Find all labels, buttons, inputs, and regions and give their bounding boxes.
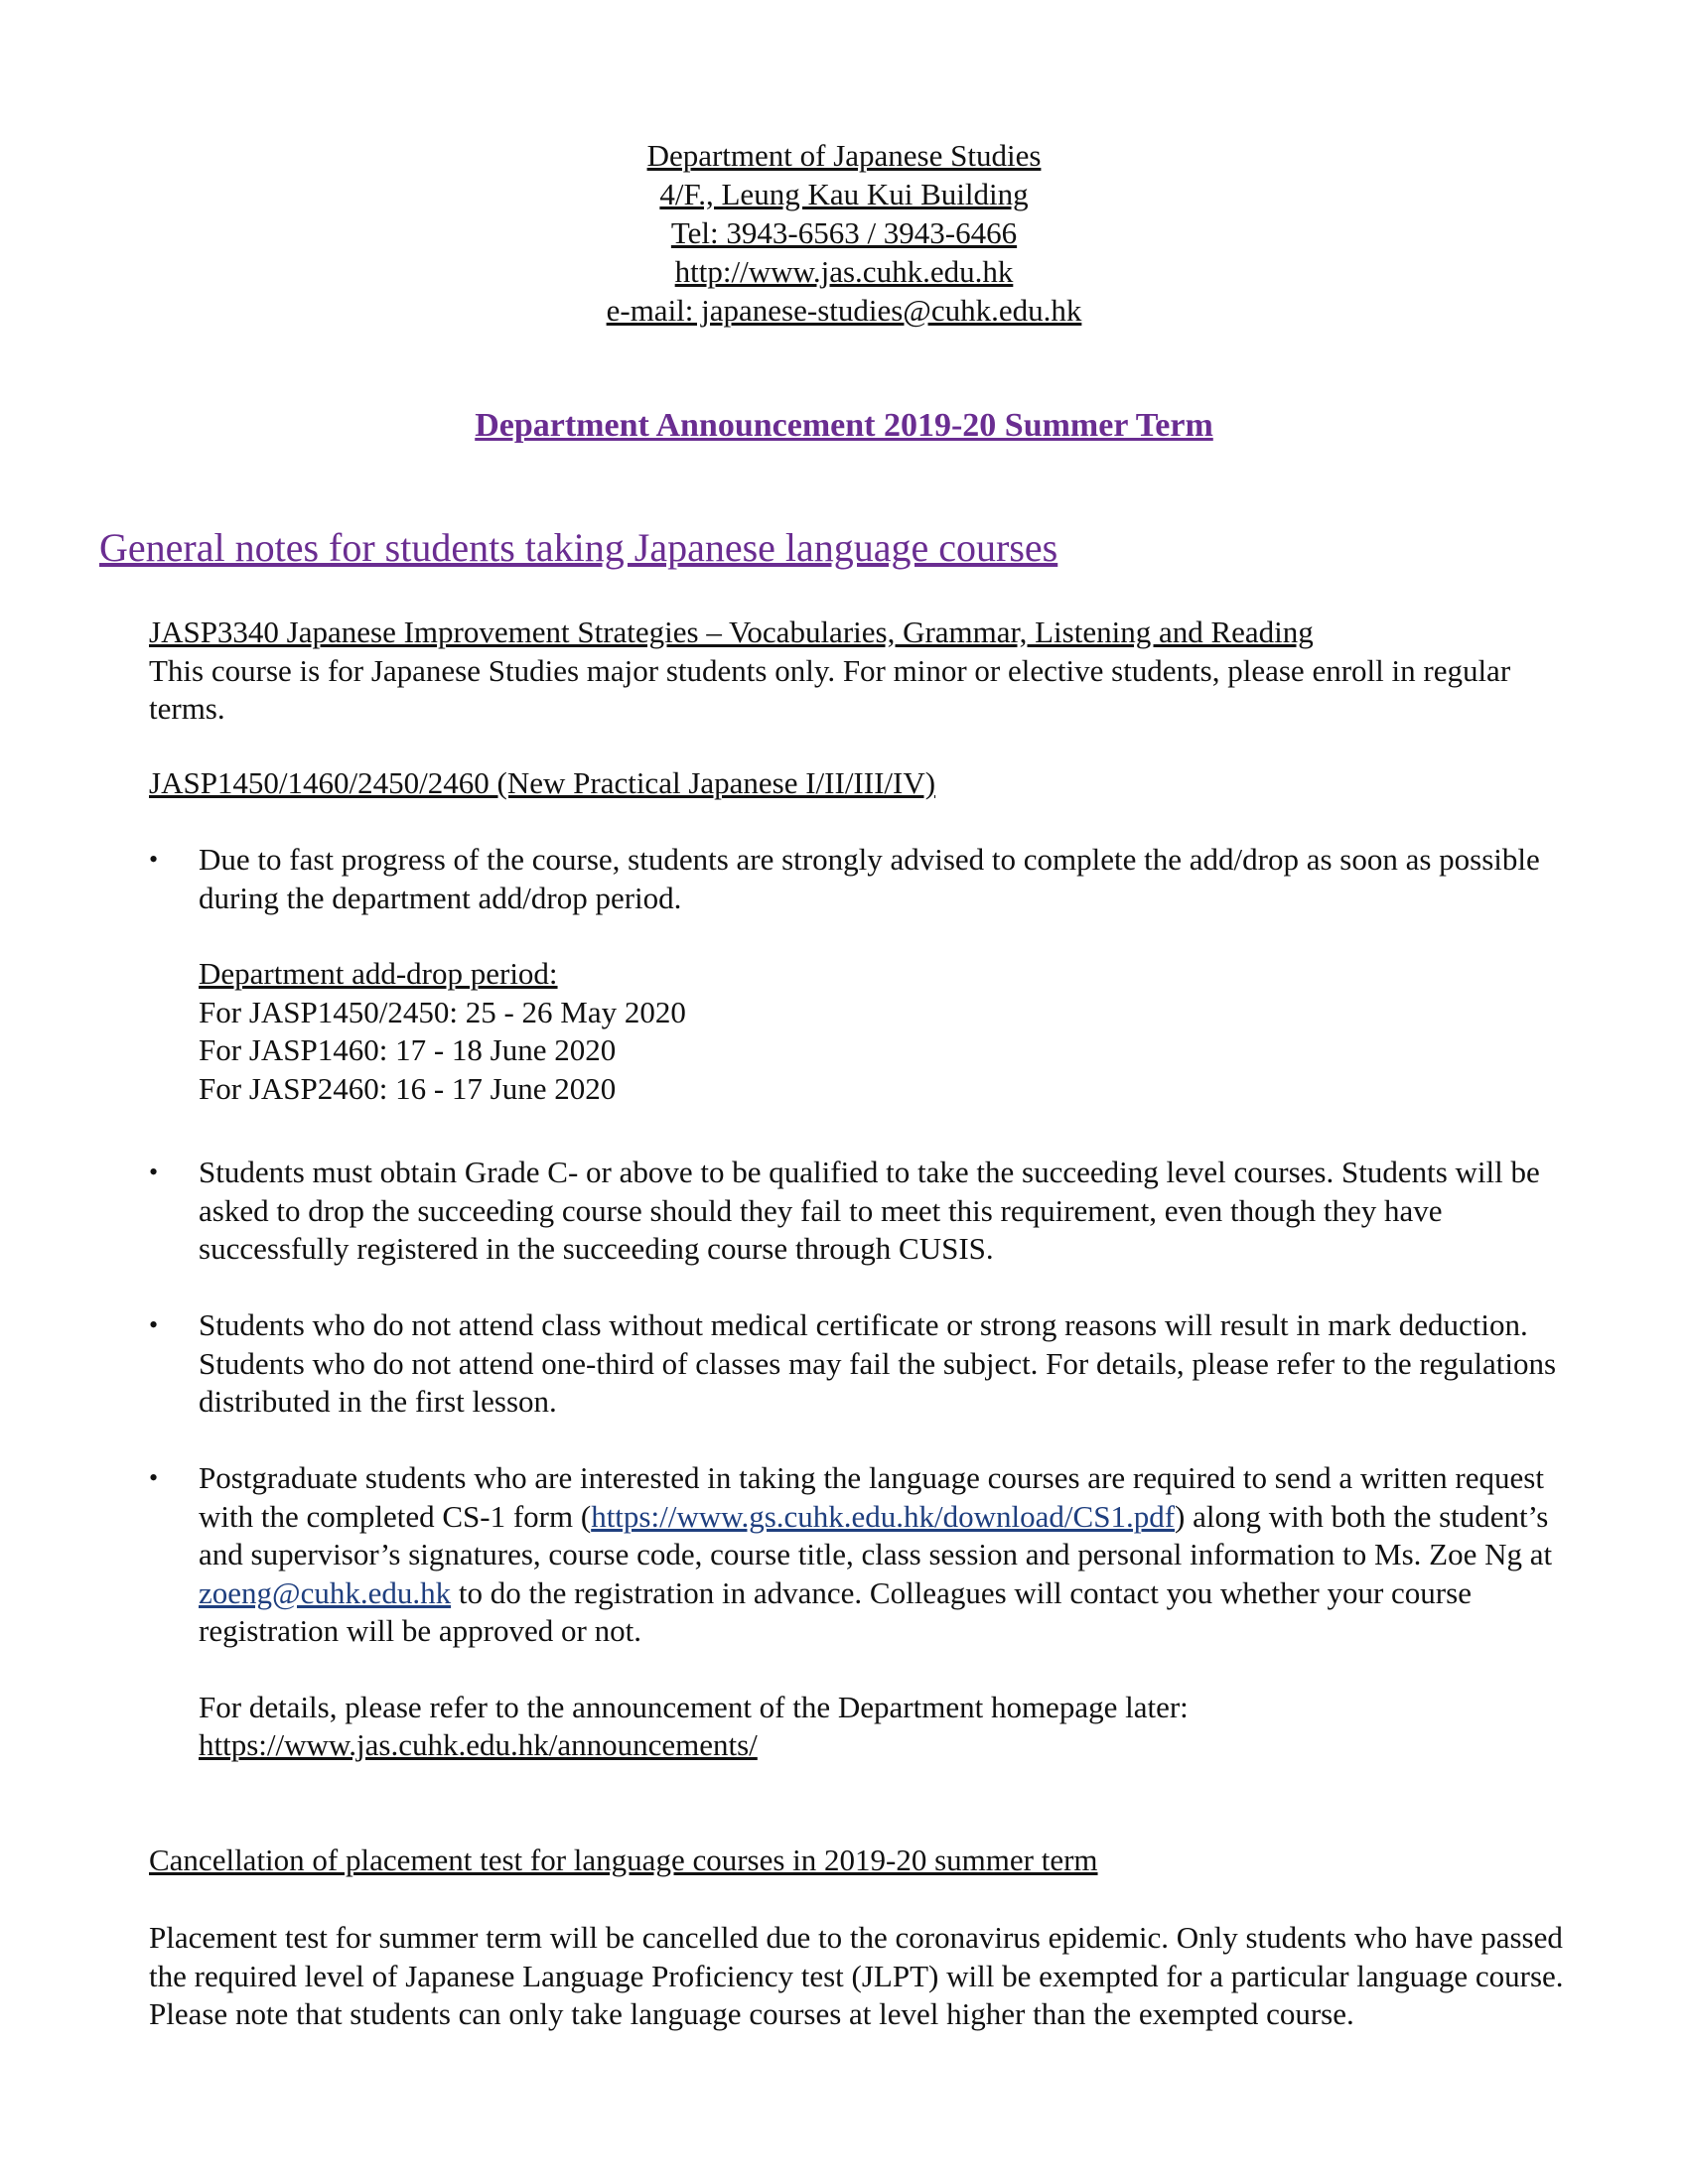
bullet-icon: • <box>149 1158 159 1186</box>
attendance-text: Students who do not attend class without medical certificate or strong reasons will result in mark deduction. Students who do not attend one-third of classes may fail the subject. For details, please refer to the regulations distributed in the first lesson. <box>199 1307 1557 1419</box>
bullet-icon: • <box>149 1463 159 1492</box>
department-header <box>0 136 1688 330</box>
course-jasp3340-heading: JASP3340 Japanese Improvement Strategies – Vocabularies, Grammar, Listening and Reading <box>149 614 1314 649</box>
postgraduate-text-a: Postgraduate students who are interested in taking the language courses are required to send a written request with the completed CS-1 form ( <box>199 1460 1544 1534</box>
announcements-link[interactable]: https://www.jas.cuhk.edu.hk/announcements/ <box>199 1727 758 1762</box>
course-jasp-practical-heading: JASP1450/1460/2450/2460 (New Practical Japanese I/II/III/IV) <box>149 765 936 800</box>
course-jasp-practical-block <box>149 764 1589 803</box>
department-website[interactable]: http://www.jas.cuhk.edu.hk <box>674 254 1014 289</box>
details-text: For details, please refer to the announcement of the Department homepage later: <box>199 1689 1189 1724</box>
bullet-icon: • <box>149 845 159 874</box>
placement-test-body: Placement test for summer term will be cancelled due to the coronavirus epidemic. Only students who have passed the required level of Japanese Language Proficiency test (JLPT) will be exempted for a particular language course. Please note that students can only take language courses at level higher than the exempted course. <box>149 1920 1564 2031</box>
course-jasp3340-body: This course is for Japanese Studies major students only. For minor or elective students, please enroll in regular terms. <box>149 652 1511 726</box>
department-address: 4/F., Leung Kau Kui Building <box>659 177 1029 211</box>
announcement-title: Department Announcement 2019-20 Summer Term <box>475 407 1213 444</box>
email-link[interactable]: zoeng@cuhk.edu.hk <box>199 1574 452 1610</box>
section-title: General notes for students taking Japanese language courses <box>99 525 1058 570</box>
department-email[interactable]: e-mail: japanese-studies@cuhk.edu.hk <box>606 293 1082 328</box>
grade-requirement-text: Students must obtain Grade C- or above to be qualified to take the succeeding level courses. Students will be asked to drop the succeeding course should they fail to meet this requirement, even though they have successfully registered in the succeeding course through CUSIS. <box>199 1155 1540 1266</box>
add-drop-period-heading: Department add-drop period: <box>199 956 558 991</box>
add-drop-period-1: For JASP1450/2450: 25 - 26 May 2020 <box>199 994 686 1029</box>
cancellation-heading-text: Cancellation of placement test for language courses in 2019-20 summer term <box>149 1843 1098 1877</box>
course-jasp3340-block <box>149 614 1589 729</box>
department-name: Department of Japanese Studies <box>646 138 1042 173</box>
bullet-icon: • <box>149 1310 159 1339</box>
postgraduate-text-b: ) along with both the student’s and supervisor’s signatures, course code, course title, class session and personal information to Ms. Zoe Ng at <box>199 1498 1553 1571</box>
add-drop-advice: Due to fast progress of the course, students are strongly advised to complete the add/drop as soon as possible during the department add/drop period. <box>199 842 1540 915</box>
postgraduate-text-c: to do the registration in advance. Colleagues will contact you whether your course registration will be approved or not. <box>199 1574 1472 1648</box>
department-phone: Tel: 3943-6563 / 3943-6466 <box>670 215 1018 250</box>
add-drop-period-3: For JASP2460: 16 - 17 June 2020 <box>199 1070 617 1106</box>
cs1-form-link[interactable]: https://www.gs.cuhk.edu.hk/download/CS1.pdf <box>591 1498 1176 1534</box>
add-drop-period-2: For JASP1460: 17 - 18 June 2020 <box>199 1032 617 1067</box>
cancellation-heading <box>149 1842 1589 1880</box>
